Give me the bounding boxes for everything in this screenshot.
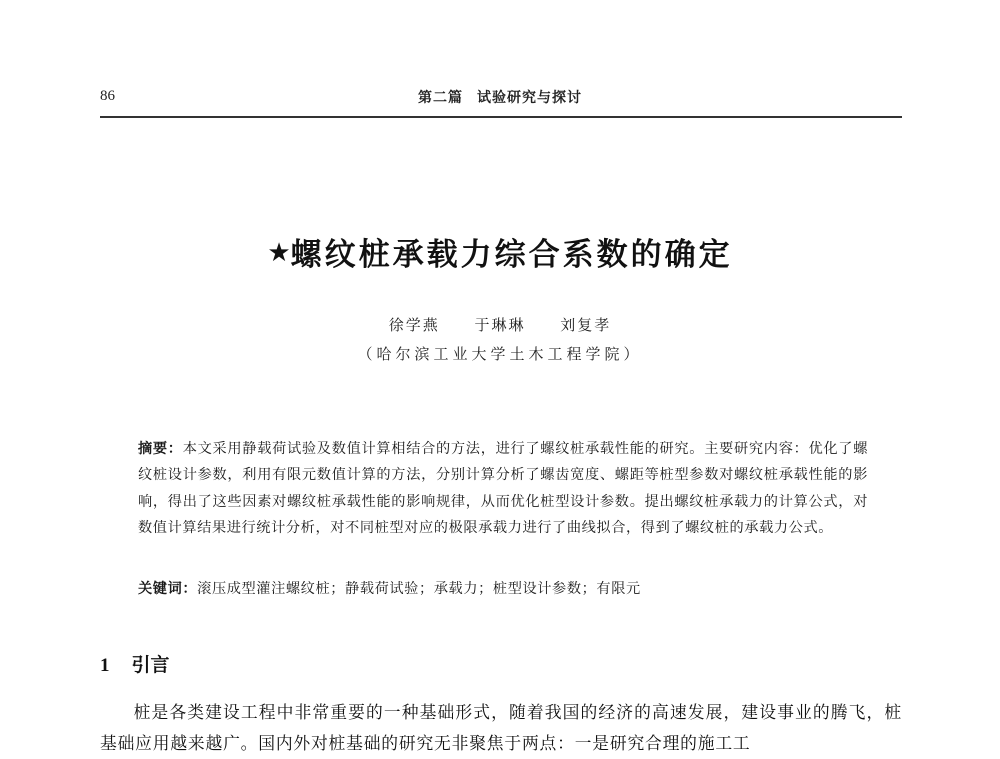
author-list [0,314,1000,335]
running-head [0,87,1000,107]
keywords-label: 关键词： [138,581,198,597]
abstract [138,436,868,541]
running-head-part: 第二篇 [418,90,463,106]
running-head-title: 试验研究与探讨 [477,90,582,106]
body-text [100,697,902,759]
page-number: 86 [100,88,115,104]
header-rule [100,116,902,118]
author: 徐学燕 [388,316,440,334]
keywords [138,578,641,598]
article-title [0,229,1000,274]
author: 于琳琳 [474,316,526,334]
section-title: 引言 [131,654,170,676]
abstract-label: 摘要： [138,441,183,457]
keywords-text: 滚压成型灌注螺纹桩；静载荷试验；承载力；桩型设计参数；有限元 [197,581,641,597]
author: 刘复孝 [560,316,612,334]
article-title-text: 螺纹桩承载力综合系数的确定 [290,237,733,273]
star-icon: ★ [267,238,291,268]
section-heading [100,650,170,677]
paragraph: 桩是各类建设工程中非常重要的一种基础形式，随着我国的经济的高速发展，建设事业的腾飞，桩基础应用越来越广。国内外对桩基础的研究无非聚焦于两点：一是研究合理的施工工 [100,702,902,753]
abstract-text: 本文采用静载荷试验及数值计算相结合的方法，进行了螺纹桩承载性能的研究。主要研究内容：优化了螺纹桩设计参数，利用有限元数值计算的方法，分别计算分析了螺齿宽度、螺距等桩型参数对螺纹桩承载性能的影响，得出了这些因素对螺纹桩承载性能的影响规律，从而优化桩型设计参数。提出螺纹桩承载力的计算公式，对数值计算结果进行统计分析，对不同桩型对应的极限承载力进行了曲线拟合，得到了螺纹桩的承载力公式。 [138,441,868,536]
section-number: 1 [100,655,110,676]
affiliation: （哈尔滨工业大学土木工程学院） [357,345,643,363]
